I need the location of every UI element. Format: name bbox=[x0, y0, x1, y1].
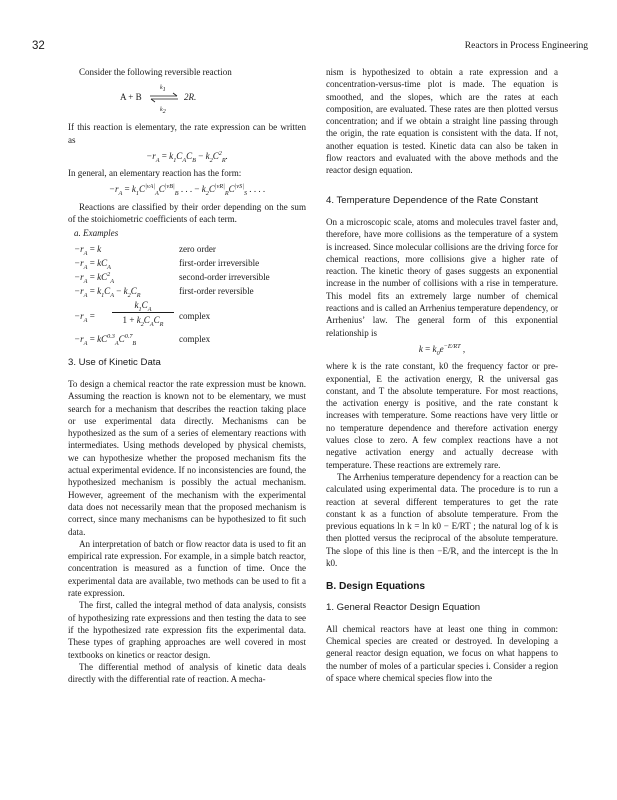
running-title: Reactors in Process Engineering bbox=[464, 41, 588, 51]
paragraph: To design a chemical reactor the rate expression must be known. Assuming the reaction is known not to be elementary, we must search for a mechanism that describes the reaction taking place or use experimental data directly. Mechanisms can be hypothesized as the sum of a series of elementary reactions with intermediates. Using methods developed by physical chemists, we can hypothesize whether the proposed mechanism fits the actual experimental evidence. If no inconsistencies are found, the hypothesized mechanism is possibly the actual mechanism. However, agreement of the mechanism with the experimental data does not necessarily mean that the proposed mechanism is correct, since many mechanisms can be hypothesized to fit such data. bbox=[68, 378, 306, 537]
example-equation: $-r_A = kC^{0.3}_AC^{0.7}_B$ bbox=[74, 332, 137, 347]
reaction-equation bbox=[68, 82, 306, 116]
example-equation: $-r_A = k_1C_A - k_2C_R$ bbox=[74, 285, 141, 299]
example-equation: $-r_A = k$ bbox=[74, 243, 102, 257]
reaction-intro: Consider the following reversible reaction bbox=[79, 67, 232, 77]
example-row bbox=[68, 333, 306, 347]
example-equation: $-r_A = kC_A$ bbox=[74, 257, 111, 271]
left-column bbox=[68, 66, 306, 685]
example-label: first-order irreversible bbox=[179, 257, 260, 268]
elementary-text: If this reaction is elementary, the rate expression can be written as bbox=[68, 122, 306, 145]
example-label: first-order reversible bbox=[179, 285, 254, 296]
paragraph: On a microscopic scale, atoms and molecules travel faster and, therefore, have more collisions as the temperature of a system is increased. Since molecular collisions are the driving force for chemical reactions, more collisions give a higher rate of reaction. The kinetic theory of gases suggests an exponential increase in the number of collisions with a rise in temperature. This model fits an extremely large number of chemical reactions and is called an Arrhenius temperature dependency, or Arrhenius’ law. The general form of this exponential relationship is bbox=[326, 216, 558, 338]
arrhenius-equation: $k = k_0e^{-E/RT}$ , bbox=[418, 342, 466, 357]
paragraph: An interpretation of batch or flow reactor data is used to fit an empirical rate expression. For example, in a simple batch reactor, concentration is measured as a function of time. Once the experimental data are available, two methods can be used to fit a rate expression. bbox=[68, 538, 306, 599]
general-text: In general, an elementary reaction has the form: bbox=[68, 168, 242, 179]
page-number: 32 bbox=[32, 40, 45, 52]
paragraph: The differential method of analysis of kinetic data deals directly with the differential rate of reaction. A mecha- bbox=[68, 661, 306, 685]
example-row bbox=[68, 257, 306, 271]
page-header bbox=[32, 40, 588, 56]
example-label: complex bbox=[179, 333, 211, 344]
example-row bbox=[68, 271, 306, 285]
reaction-reactants: A + B bbox=[120, 92, 142, 103]
reaction-products: 2R. bbox=[184, 92, 197, 103]
reverse-rate-constant: $k_2$ bbox=[160, 107, 166, 116]
example-row bbox=[68, 243, 306, 257]
paragraph: nism is hypothesized to obtain a rate expression and a concentration-versus-time plot is made. The equation is smoothed, and the slopes, which are the rates at each composition, are evaluated. These rates are then plotted versus concentration; and if we obtain a straight line passing through the origin, the rate equation is consistent with the data. If not, another equation is tested. Kinetic data can also be taken in flow reactors and evaluated with the above methods and the reactor design equation. bbox=[326, 67, 558, 176]
example-label: second-order irreversible bbox=[179, 271, 270, 282]
example-equation: $-r_A$ = $k_1C_A$ $1 + k_2C_AC_R$ bbox=[74, 299, 184, 333]
right-column bbox=[326, 66, 558, 684]
classify-text: Reactions are classified by their order depending on the sum of the stoichiometric coefficients of each term. bbox=[68, 201, 306, 225]
examples-title: a. Examples bbox=[74, 228, 119, 239]
section-1-heading: 1. General Reactor Design Equation bbox=[326, 601, 481, 613]
paragraph: The first, called the integral method of data analysis, consists of hypothesizing rate expressions and then testing the data to see if the hypothesized rate expression fits the experimental data. These types of graphing approaches are well covered in most textbooks on kinetics or reactor design. bbox=[68, 600, 306, 660]
forward-rate-constant: $k_1$ bbox=[160, 85, 166, 94]
example-equation: $-r_A = kC^2_A$ bbox=[74, 270, 114, 285]
example-row bbox=[68, 299, 306, 333]
section-3-heading: 3. Use of Kinetic Data bbox=[68, 356, 161, 368]
section-4-heading: 4. Temperature Dependence of the Rate Constant bbox=[326, 194, 539, 206]
general-rate-equation: $-r_A = k_1C^{|\nu A|}_AC^{|\nu B|}_B$ . . . − $k_2C^{|\nu R|}_RC^{|\nu S|}_S$ . . . . bbox=[108, 183, 266, 198]
paragraph: The Arrhenius temperature dependency for a reaction can be calculated using experimental data. The procedure is to run a reaction at several different temperatures to get the rate constant k as a function of absolute temperature. From the previous equations ln k = ln k0 − E/RT ; the natural log of k is then plotted versus the reciprocal of the absolute temperature. The slope of this line is then −E/R, and the intercept is the ln k0. bbox=[326, 471, 558, 568]
rate-equation: $-r_A = k_1C_AC_B - k_2C^2_R$. bbox=[146, 149, 228, 164]
example-label: complex bbox=[179, 310, 211, 321]
example-row bbox=[68, 285, 306, 299]
paragraph: All chemical reactors have at least one thing in common: Chemical species are created or destroyed. In developing a general reactor design equation, we focus on what happens to the number of moles of a particular species i. Consider a region of space where chemical species flow into the bbox=[326, 623, 558, 684]
paragraph: where k is the rate constant, k0 the frequency factor or pre-exponential, E the activation energy, R the universal gas constant, and T the absolute temperature. For most reactions, the activation energy is positive, and the rate constant k increases with temperature. Some reactions have very little or no temperature dependence and therefore activation energy values close to zero. A few complex reactions have a not negative activation energy and actually decrease with temperature. These reactions are extremely rare. bbox=[326, 361, 558, 470]
example-label: zero order bbox=[179, 243, 216, 254]
section-b-heading: B. Design Equations bbox=[326, 581, 426, 593]
